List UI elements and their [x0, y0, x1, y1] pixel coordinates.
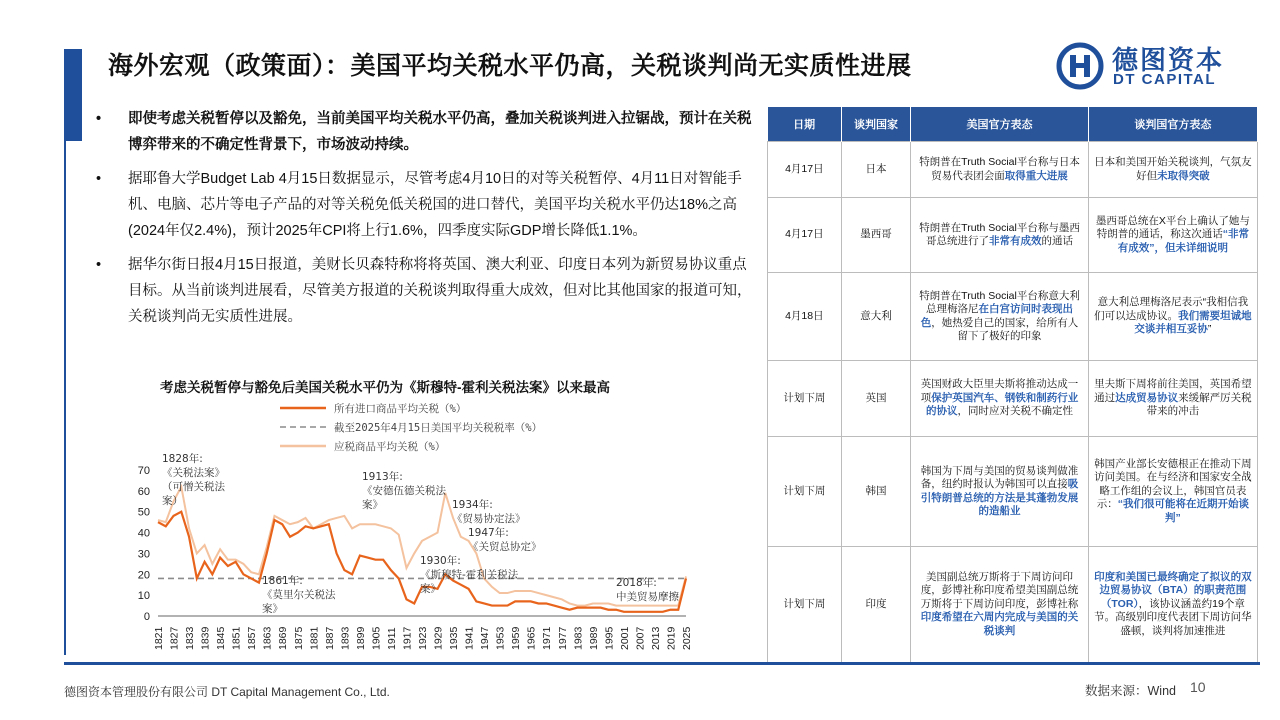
cell-country: 墨西哥: [841, 198, 911, 273]
cell-date: 4月17日: [768, 142, 842, 198]
x-tick-label: 1935: [448, 626, 461, 650]
x-tick-label: 1881: [308, 626, 321, 650]
chart-annotation: 2018年:: [616, 577, 657, 589]
chart-annotation: （可憎关税法: [162, 481, 225, 493]
cell-text: 英国财政大臣里夫斯将推动达成一项: [920, 378, 1079, 404]
legend-label: 截至2025年4月15日美国平均关税税率（%）: [334, 422, 543, 434]
chart-annotation: 案》: [362, 499, 383, 511]
header-us-stance: 美国官方表态: [911, 107, 1089, 142]
cell-partner-stance: [1088, 142, 1257, 198]
x-tick-label: 1917: [401, 626, 414, 650]
bullet-text: 据华尔街日报4月15日报道，美财长贝森特称将将英国、澳大利亚、印度日本列为新贸易协议重点目标。从当前谈判进展看，尽管美方报道的关税谈判取得重大成效，但对比其他国家的报道可知，关税谈判尚无实质性进展。: [128, 257, 752, 325]
bullet-marker: •: [96, 111, 102, 127]
cell-country: 韩国: [841, 437, 911, 547]
logo-text-en: DT CAPITAL: [1113, 71, 1217, 88]
legend-label: 应税商品平均关税（%）: [334, 441, 446, 453]
x-tick-label: 1965: [525, 626, 538, 650]
cell-partner-stance: [1088, 437, 1257, 547]
cell-partner-stance: [1088, 547, 1257, 663]
y-tick-label: 30: [137, 548, 150, 561]
chart-annotation: 1947年:: [468, 527, 509, 539]
header-partner-stance: 谈判国官方表态: [1088, 107, 1257, 142]
cell-date: 计划下周: [768, 361, 842, 437]
x-tick-label: 1977: [556, 626, 569, 650]
negotiation-table: [767, 107, 1258, 663]
chart-annotation: 1930年:: [420, 555, 461, 567]
cell-text: ”: [1207, 323, 1212, 336]
table-row: [768, 437, 1258, 547]
y-tick-label: 60: [137, 485, 150, 498]
tariff-history-chart: [118, 396, 698, 656]
bullet-marker: •: [96, 257, 102, 273]
x-tick-label: 1893: [339, 626, 352, 650]
x-tick-label: 1857: [246, 626, 259, 650]
cell-us-stance: [911, 273, 1089, 361]
header-date: 日期: [768, 107, 842, 142]
cell-text: 特朗普在Truth Social平台称意大利总理梅洛尼: [919, 289, 1080, 315]
cell-text: 里夫斯下周将前往美国，英国希望通过: [1094, 378, 1252, 404]
chart-annotation: 1934年:: [452, 499, 493, 511]
cell-partner-stance: [1088, 198, 1257, 273]
cell-date: 4月17日: [768, 198, 842, 273]
table-row: [768, 273, 1258, 361]
table-row: [768, 361, 1258, 437]
x-tick-label: 1899: [354, 626, 367, 650]
header-country: 谈判国家: [841, 107, 911, 142]
x-tick-label: 2013: [649, 626, 662, 650]
chart-annotation: 《莫里尔关税法: [262, 589, 336, 601]
x-tick-label: 1839: [199, 626, 212, 650]
highlight-text: 我们需要坦诚地交谈并相互妥协: [1134, 309, 1252, 336]
highlight-text: 达成贸易协议: [1115, 391, 1179, 404]
y-tick-label: 0: [143, 611, 150, 623]
cell-text: 日本和美国开始关税谈判，气氛友好但: [1094, 156, 1252, 182]
page-number: 10: [1190, 679, 1206, 695]
y-tick-label: 10: [137, 590, 150, 603]
x-tick-label: 2025: [681, 626, 693, 650]
cell-text: 的通话: [1041, 235, 1073, 247]
x-tick-label: 1959: [510, 626, 523, 650]
x-tick-label: 1845: [215, 626, 228, 650]
x-tick-label: 1863: [261, 626, 274, 650]
cell-date: 计划下周: [768, 437, 842, 547]
chart-annotation: 《关税法案》: [162, 467, 225, 479]
highlight-text: 保护英国汽车、钢铁和制药行业的协议: [926, 391, 1079, 418]
cell-country: 英国: [841, 361, 911, 437]
title-accent-bar: [64, 49, 82, 141]
bullet-item: [96, 166, 756, 244]
bullet-text: 据耶鲁大学Budget Lab 4月15日数据显示，尽管考虑4月10日的对等关税暂停、4月11日对智能手机、电脑、芯片等电子产品的对等关税免低关税国的进口替代，美国平均关税水平仍达18%之高(2024年仅2.4%)，预计2025年CPI将上行1.6%，四季度实际GDP增长降低1.1%。: [128, 171, 742, 239]
highlight-text: 非常有成效: [989, 235, 1042, 247]
cell-text: ，同时应对关税不确定性: [957, 405, 1073, 418]
bullet-list: [96, 106, 756, 338]
x-tick-label: 1827: [168, 626, 181, 650]
table-header-row: [768, 107, 1258, 142]
footer-company: 德图资本管理股份有限公司 DT Capital Management Co., Ltd.: [64, 685, 390, 699]
chart-annotation: 1861年:: [262, 575, 303, 587]
chart-annotation: 1828年:: [162, 453, 203, 465]
table-body: [768, 142, 1258, 663]
table-row: [768, 547, 1258, 663]
bottom-divider: [64, 662, 1260, 665]
cell-us-stance: [911, 198, 1089, 273]
chart-annotation: 《贸易协定法》: [452, 513, 526, 525]
highlight-text: 印度希望在六周内完成与美国的关税谈判: [920, 611, 1079, 637]
x-tick-label: 1887: [323, 626, 336, 650]
x-tick-label: 1911: [385, 627, 398, 650]
x-tick-label: 1953: [494, 626, 507, 650]
table-row: [768, 198, 1258, 273]
cell-text: 特朗普在Truth Social平台称与日本贸易代表团会面: [919, 156, 1080, 182]
cell-date: 计划下周: [768, 547, 842, 663]
highlight-text: “非常有成效”，但未详细说明: [1117, 228, 1249, 254]
cell-date: 4月18日: [768, 273, 842, 361]
cell-text: 意大利总理梅洛尼表示“我相信我们可以达成协议。: [1094, 296, 1249, 322]
chart-title: 考虑关税暂停与豁免后美国关税水平仍为《斯穆特-霍利关税法案》以来最高: [160, 380, 610, 395]
x-tick-label: 1875: [292, 626, 305, 650]
cell-us-stance: [911, 142, 1089, 198]
cell-text: 特朗普在Truth Social平台称与墨西哥总统进行了: [919, 221, 1080, 247]
chart-annotation: 案》: [262, 603, 283, 615]
x-tick-label: 1989: [587, 626, 600, 650]
cell-text: 美国副总统万斯将于下周访问印度，彭博社称印度希望美国副总统万斯将于下周访问印度，彭博社称: [920, 570, 1079, 610]
x-tick-label: 2001: [618, 626, 631, 650]
bullet-item: [96, 106, 756, 158]
cell-us-stance: [911, 361, 1089, 437]
bullet-text: 即使考虑关税暂停以及豁免，当前美国平均关税水平仍高，叠加关税谈判进入拉锯战，预计在关税博弈带来的不确定性背景下，市场波动持续。: [128, 111, 752, 153]
chart-annotation: 《安德伍德关税法: [362, 485, 446, 497]
y-tick-label: 70: [137, 465, 150, 477]
bullet-item: [96, 252, 756, 330]
page-title: 海外宏观（政策面）：美国平均关税水平仍高，关税谈判尚无实质性进展: [108, 52, 912, 80]
x-tick-label: 1983: [572, 626, 585, 650]
x-tick-label: 1995: [603, 626, 616, 650]
chart-annotation: 《关贸总协定》: [468, 541, 542, 553]
highlight-text: 取得重大进展: [1004, 169, 1068, 182]
y-tick-label: 40: [137, 527, 150, 540]
x-tick-label: 1971: [541, 626, 554, 650]
x-tick-label: 2007: [634, 626, 647, 650]
cell-us-stance: [911, 547, 1089, 663]
cell-country: 印度: [841, 547, 911, 663]
logo-mark-icon: [1056, 42, 1104, 90]
chart-annotation: 1913年:: [362, 471, 403, 483]
cell-partner-stance: [1088, 273, 1257, 361]
highlight-text: 印度和美国已最终确定了拟议的双边贸易协议（BTA）的职责范围（TOR）: [1094, 570, 1252, 610]
legend-label: 所有进口商品平均关税（%）: [334, 403, 467, 415]
tariff-chart-svg: [118, 396, 698, 656]
cell-text: ，该协议涵盖约19个章节。高级别印度代表团下周访问华盛顿，谈判将加速推进: [1094, 597, 1252, 637]
cell-text: 来缓解严厉关税带来的冲击: [1146, 391, 1252, 418]
left-divider: [64, 100, 66, 655]
cell-country: 意大利: [841, 273, 911, 361]
company-logo: [1056, 40, 1226, 92]
x-tick-label: 1869: [277, 626, 290, 650]
highlight-text: 未取得突破: [1157, 169, 1210, 182]
chart-annotation: 案》: [420, 583, 441, 595]
bullet-marker: •: [96, 171, 102, 187]
x-tick-label: 1941: [463, 626, 476, 650]
y-tick-label: 50: [137, 506, 150, 519]
x-tick-label: 1929: [432, 626, 445, 650]
cell-country: 日本: [841, 142, 911, 198]
cell-us-stance: [911, 437, 1089, 547]
cell-text: 韩国为下周与美国的贸易谈判做准备，纽约时报认为韩国可以直接: [920, 464, 1079, 490]
highlight-text: “我们很可能将在近期开始谈判”: [1117, 498, 1249, 524]
logo-text-cn: 德图资本: [1112, 45, 1225, 75]
cell-partner-stance: [1088, 361, 1257, 437]
table-row: [768, 142, 1258, 198]
y-tick-label: 20: [137, 569, 150, 582]
x-tick-label: 1851: [230, 626, 243, 650]
x-tick-label: 1905: [370, 626, 383, 650]
x-tick-label: 1923: [417, 626, 429, 650]
chart-annotation: 案）: [162, 495, 183, 507]
x-tick-label: 1947: [479, 626, 492, 650]
chart-annotation: 中美贸易摩擦: [616, 591, 679, 603]
highlight-text: 在白宫访问时表现出色: [920, 303, 1073, 329]
data-source: 数据来源：Wind: [1085, 684, 1176, 698]
x-tick-label: 1833: [184, 626, 197, 650]
cell-text: 韩国产业部长安德根正在推动下周访问美国。在与经济和国家安全战略工作组的会议上，韩国官员表示：: [1094, 457, 1252, 511]
highlight-text: 吸引特朗普总统的方法是其蓬勃发展的造船业: [920, 478, 1079, 517]
chart-annotation: 《斯穆特-霍利关税法: [420, 569, 519, 581]
cell-text: ，她热爱自己的国家，给所有人留下了极好的印象: [931, 316, 1079, 342]
x-tick-label: 2019: [665, 626, 678, 650]
cell-text: 墨西哥总统在X平台上确认了她与特朗普的通话，称这次通话: [1095, 214, 1250, 241]
x-tick-label: 1821: [153, 626, 165, 650]
